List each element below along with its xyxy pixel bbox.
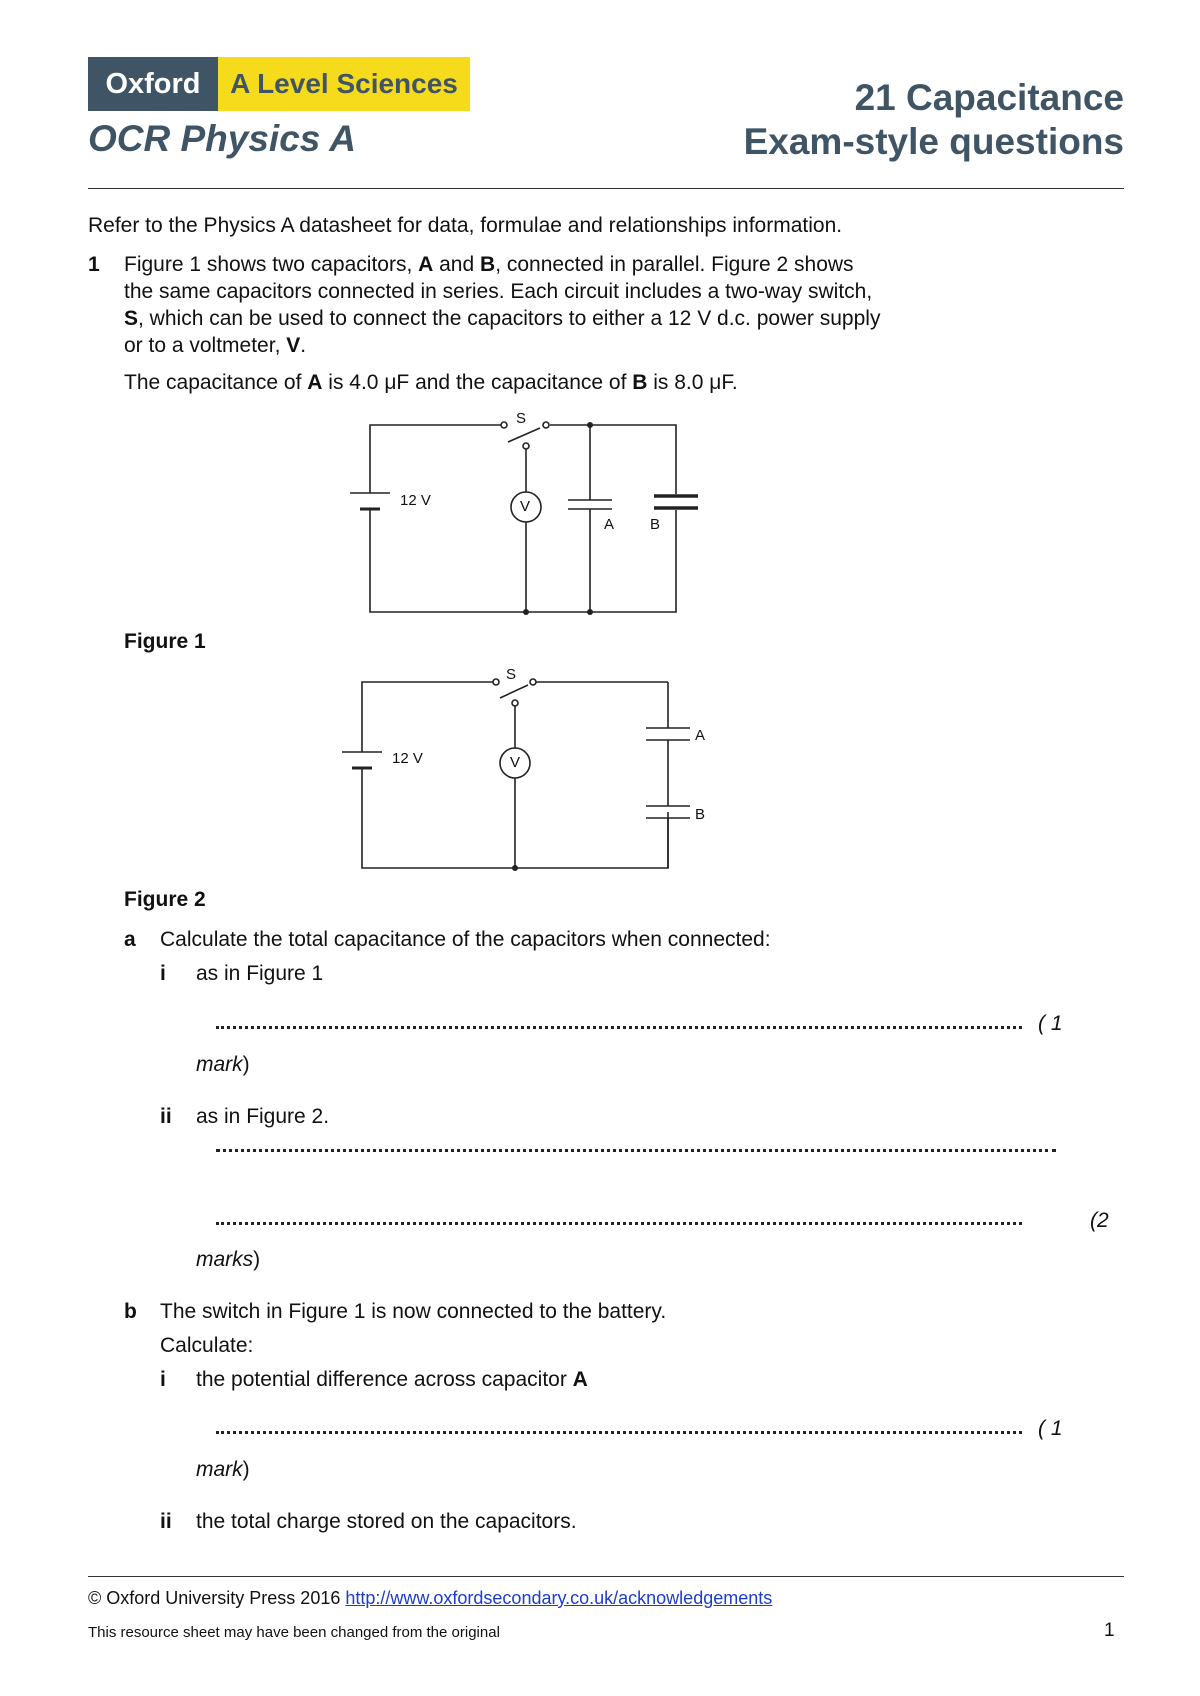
fig1-cap-a-label: A	[604, 516, 615, 533]
part-b-text: The switch in Figure 1 is now connected to the battery.	[160, 1300, 667, 1323]
answer-line-a-i[interactable]	[216, 1026, 1022, 1029]
figure-1-caption: Figure 1	[124, 630, 206, 653]
mark-a-ii: (2	[1090, 1209, 1109, 1232]
part-b-ii-label: ii	[160, 1510, 172, 1533]
part-b-label: b	[124, 1300, 137, 1323]
question-number: 1	[88, 253, 100, 276]
mark-a-i: ( 1	[1038, 1012, 1063, 1035]
fig2-switch-contact-left	[493, 679, 499, 685]
mark-a-ii-word: marks)	[196, 1248, 261, 1271]
fig2-cap-a-label: A	[695, 727, 706, 744]
fig2-switch-pivot	[512, 700, 518, 706]
page-number: 1	[1104, 1620, 1115, 1641]
acknowledgements-link[interactable]: http://www.oxfordsecondary.co.uk/acknowledgements	[345, 1588, 773, 1608]
fig2-voltmeter-label: V	[510, 754, 521, 771]
fig1-voltmeter-label: V	[520, 498, 531, 515]
mark-b-i-word: mark)	[196, 1458, 250, 1481]
part-a-i-text: as in Figure 1	[196, 962, 324, 985]
answer-line-a-ii-2[interactable]	[216, 1222, 1022, 1225]
fig1-switch-label: S	[516, 410, 527, 427]
mark-a-i-word: mark)	[196, 1053, 250, 1076]
mark-b-i: ( 1	[1038, 1417, 1063, 1440]
part-a-i-label: i	[160, 962, 166, 985]
fig2-switch-blade	[500, 685, 528, 698]
part-b-calculate: Calculate:	[160, 1334, 254, 1357]
fig2-switch-contact-right	[530, 679, 536, 685]
fig1-supply-label: 12 V	[400, 492, 431, 509]
part-b-ii-text: the total charge stored on the capacitors.	[196, 1510, 577, 1533]
fig2-junction-bottom	[512, 865, 518, 871]
footer-note: This resource sheet may have been changed from the original	[88, 1624, 500, 1641]
oxford-logo: Oxford	[88, 57, 218, 111]
intro-text: Refer to the Physics A datasheet for data, formulae and relationships information.	[88, 214, 843, 237]
part-b-i-text: the potential difference across capacitor A	[196, 1368, 588, 1391]
question-stem: Figure 1 shows two capacitors, A and B, connected in parallel. Figure 2 shows the same capacitors connected in series. Each circuit includes a two-way switch, S, which can be used to connect the capacitors to either a 12 V d.c. power supply or to a voltmeter, V.	[124, 253, 881, 357]
fig2-supply-label: 12 V	[392, 750, 423, 767]
fig2-switch-label: S	[506, 666, 517, 683]
footer-copyright: © Oxford University Press 2016 http://www.oxfordsecondary.co.uk/acknowledgements	[88, 1588, 773, 1608]
part-b-i-label: i	[160, 1368, 166, 1391]
answer-line-a-ii-1[interactable]	[216, 1149, 1056, 1152]
part-a-text: Calculate the total capacitance of the capacitors when connected:	[160, 928, 771, 951]
figure-2-caption: Figure 2	[124, 888, 206, 911]
chapter-title-line2: Exam-style questions	[743, 121, 1124, 162]
subject-title: OCR Physics A	[88, 118, 356, 159]
part-a-ii-text: as in Figure 2.	[196, 1105, 330, 1128]
a-level-sciences-logo: A Level Sciences	[218, 57, 470, 111]
part-a-label: a	[124, 928, 136, 951]
footer-divider	[88, 1576, 1124, 1577]
fig2-wire-top-left	[362, 682, 496, 752]
answer-line-b-i[interactable]	[216, 1431, 1022, 1434]
part-a-ii-label: ii	[160, 1105, 172, 1128]
capacitance-statement: The capacitance of A is 4.0 μF and the capacitance of B is 8.0 μF.	[124, 371, 738, 394]
chapter-title-line1: 21 Capacitance	[854, 77, 1124, 118]
fig2-cap-b-label: B	[695, 806, 706, 823]
fig1-cap-b-label: B	[650, 516, 661, 533]
